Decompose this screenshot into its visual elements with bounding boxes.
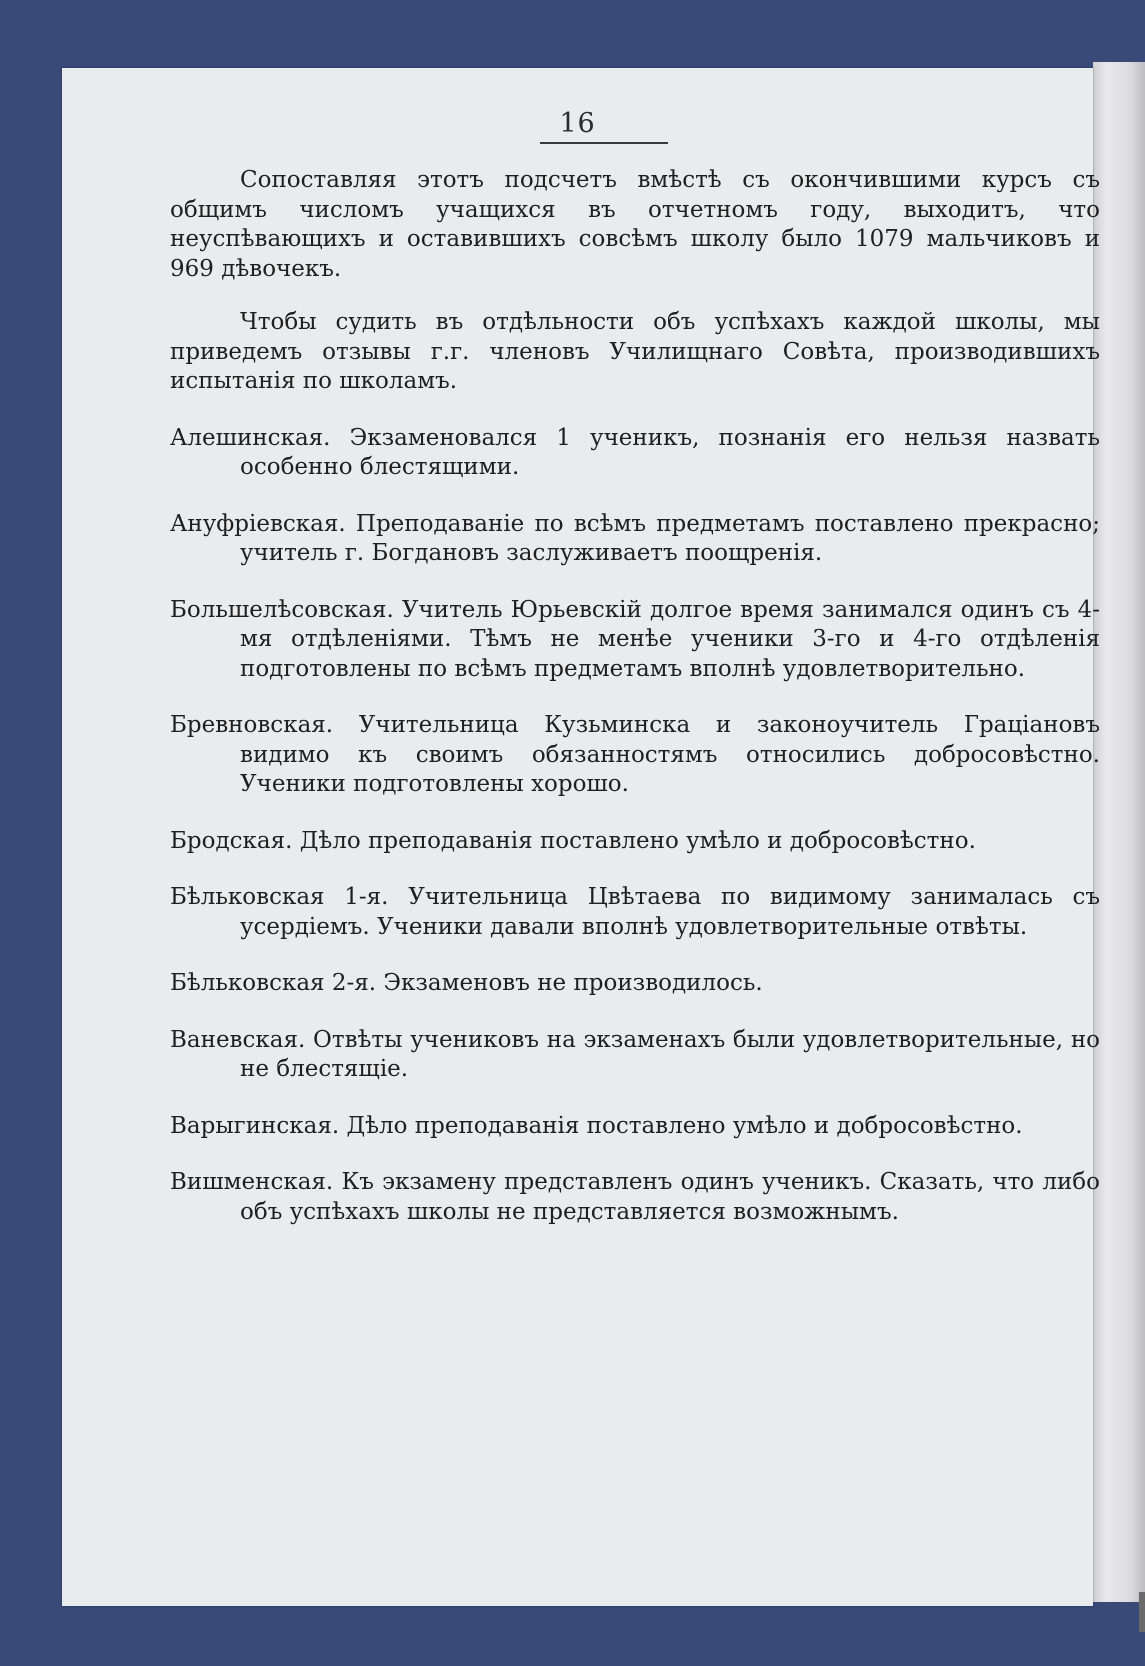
school-entry-brevnovskaya: Бревновская. Учительница Кузьминска и законоучитель Граціановъ видимо къ своимъ обязанностямъ относились добросовѣстно. Ученики подготовлены хорошо. <box>170 712 1100 797</box>
school-entry-brodskaya: Бродская. Дѣло преподаванія поставлено умѣло и добросовѣстно. <box>170 827 976 854</box>
school-entry-belkovskaya-2: Бѣльковская 2-я. Экзаменовъ не производилось. <box>170 970 763 996</box>
school-entry-vanevskaya: Ваневская. Отвѣты учениковъ на экзаменахъ были удовлетворительные, но не блестящіе. <box>170 1026 1100 1082</box>
school-entry-belkovskaya-1: Бѣльковская 1-я. Учительница Цвѣтаева по видимому занималась съ усердіемъ. Ученики давали вполнѣ удовлетворительные отвѣты. <box>170 884 1100 940</box>
page-number-rule <box>540 142 668 144</box>
school-entry-varyginskaya: Варыгинская. Дѣло преподаванія поставлено умѣло и добросовѣстно. <box>170 1112 1023 1139</box>
adjacent-page-edge <box>1093 62 1145 1602</box>
school-entry-vishmenskaya: Вишменская. Къ экзамену представленъ одинъ ученикъ. Сказать, что либо объ успѣхахъ школы не представляется возможнымъ. <box>170 1169 1100 1225</box>
intro-paragraph: Чтобы судить въ отдѣльности объ успѣхахъ каждой школы, мы приведемъ отзывы г.г. членовъ Училищнаго Совѣта, производившихъ испытанія по школамъ. <box>170 309 1100 394</box>
page-number: 16 <box>559 108 596 139</box>
page-body <box>170 166 1100 1254</box>
school-entry-aleshinskaya: Алешинская. Экзаменовался 1 ученикъ, познанія его нельзя назвать особенно блестящими. <box>170 424 1100 480</box>
school-entry-bolshelesovskaya: Большелѣсовская. Учитель Юрьевскій долгое время занимался одинъ съ 4-мя отдѣленіями. Тѣмъ не менѣе ученики 3-го и 4-го отдѣленія подготовлены по всѣмъ предметамъ вполнѣ удовлетворительно. <box>170 596 1100 682</box>
intro-paragraph: Сопоставляя этотъ подсчетъ вмѣстѣ съ окончившими курсъ съ общимъ числомъ учащихся въ отчетномъ году, выходитъ, что неуспѣвающихъ и оставившихъ совсѣмъ школу было 1079 мальчиковъ и 969 дѣвочекъ. <box>170 167 1100 282</box>
document-page <box>62 68 1100 1606</box>
school-entry-anufrievskaya: Ануфріевская. Преподаваніе по всѣмъ предметамъ поставлено прекрасно; учитель г. Богдановъ заслуживаетъ поощренія. <box>170 510 1100 566</box>
